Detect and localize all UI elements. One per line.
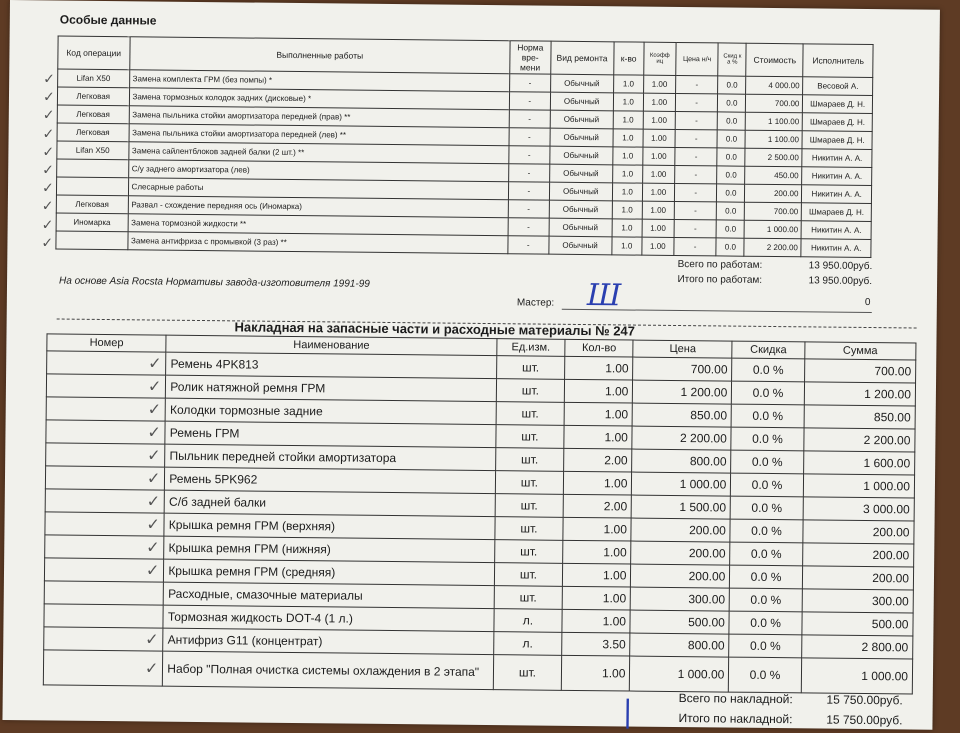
work-discount: 0.0 — [718, 76, 746, 94]
part-name: Ремень ГРМ — [165, 421, 496, 447]
checkmark-icon: ✓ — [146, 539, 160, 557]
work-name: С/у заднего амортизатора (лев) — [128, 160, 509, 182]
work-qty: 1.0 — [613, 129, 643, 147]
works-header-work: Выполненные работы — [129, 37, 510, 74]
part-name: Ремень 4PK813 — [166, 352, 497, 378]
work-executor: Никитин А. А. — [802, 185, 872, 204]
master-label: Мастер: — [516, 297, 555, 309]
part-unit: шт. — [495, 517, 564, 541]
part-sum: 200.00 — [802, 543, 913, 567]
document-page — [2, 0, 939, 730]
works-header-code: Код операции — [58, 36, 130, 70]
work-type: Обычный — [550, 110, 613, 129]
works-header-price: Цена н/ч — [676, 42, 719, 75]
work-executor: Шмараев Д. Н. — [802, 131, 872, 150]
parts-total-label: Всего по накладной: — [678, 691, 793, 707]
checkmark-icon: ✓ — [41, 197, 54, 214]
parts-header-name: Наименование — [166, 335, 497, 355]
work-norm: - — [509, 164, 550, 182]
parts-header-sum: Сумма — [805, 342, 916, 360]
work-type: Обычный — [549, 182, 612, 201]
work-qty: 1.0 — [612, 165, 642, 183]
work-norm: - — [508, 236, 549, 254]
part-price: 200.00 — [631, 541, 730, 565]
invoice-title: Накладная на запасные части и расходные материалы № 247 — [234, 319, 636, 339]
work-executor: Весовой А. — [803, 77, 873, 96]
work-code: Легковая — [56, 195, 128, 214]
work-code — [56, 177, 128, 196]
work-cost: 700.00 — [745, 202, 802, 221]
work-norm: - — [509, 128, 550, 146]
part-price: 850.00 — [633, 403, 732, 427]
work-cost: 1 100.00 — [746, 112, 803, 131]
work-cost: 1 000.00 — [744, 220, 801, 239]
work-price: - — [675, 129, 718, 147]
part-qty: 2.00 — [563, 494, 632, 518]
part-number — [45, 512, 165, 536]
work-discount: 0.0 — [717, 184, 745, 202]
part-discount: 0.0 % — [732, 381, 805, 405]
work-executor: Никитин А. А. — [801, 239, 871, 258]
part-price: 2 200.00 — [632, 426, 731, 450]
work-price: - — [675, 147, 718, 165]
part-number — [44, 581, 164, 605]
checkmark-icon: ✓ — [42, 143, 55, 160]
part-unit: л. — [493, 632, 562, 656]
work-name: Слесарные работы — [128, 178, 509, 200]
part-number — [46, 397, 166, 421]
work-coef: 1.00 — [642, 183, 674, 201]
work-code: Легковая — [57, 123, 129, 142]
invoice-signature: | — [622, 694, 633, 730]
part-qty: 1.00 — [563, 540, 632, 564]
section-title: Особые данные — [59, 12, 157, 28]
part-number — [44, 558, 164, 582]
part-price: 1 000.00 — [630, 656, 729, 692]
part-unit: л. — [494, 609, 563, 633]
part-unit: шт. — [495, 448, 564, 472]
checkmark-icon: ✓ — [41, 234, 54, 251]
part-name: Антифриз G11 (концентрат) — [163, 628, 494, 654]
part-qty: 3.50 — [562, 632, 631, 656]
work-name: Замена пыльника стойки амортизатора передней (прав) ** — [129, 106, 510, 128]
part-name: Тормозная жидкость DOT-4 (1 л.) — [163, 605, 494, 631]
part-number — [47, 351, 167, 375]
work-cost: 2 200.00 — [744, 238, 801, 257]
work-code: Lifan X50 — [58, 69, 130, 88]
work-norm: - — [510, 74, 551, 92]
parts-total-value: 15 750.00руб. — [826, 692, 903, 708]
checkmark-icon: ✓ — [147, 378, 162, 396]
work-price: - — [674, 219, 717, 237]
work-coef: 1.00 — [643, 147, 675, 165]
part-discount: 0.0 % — [730, 565, 803, 589]
work-coef: 1.00 — [643, 129, 675, 147]
works-header-executor: Исполнитель — [803, 44, 873, 78]
work-name: Замена комплекта ГРМ (без помпы) * — [129, 70, 510, 92]
works-header-type: Вид ремонта — [550, 41, 614, 75]
works-header-norm: Норма вре-мени — [510, 41, 551, 74]
work-executor: Шмараев Д. Н. — [803, 113, 873, 132]
part-sum: 1 000.00 — [803, 474, 914, 498]
work-discount: 0.0 — [717, 166, 745, 184]
part-unit: шт. — [495, 494, 564, 518]
part-price: 1 200.00 — [633, 380, 732, 404]
part-discount: 0.0 % — [729, 611, 802, 635]
work-qty: 1.0 — [613, 147, 643, 165]
checkmark-icon: ✓ — [42, 88, 55, 105]
work-cost: 450.00 — [745, 166, 802, 185]
work-type: Обычный — [548, 236, 611, 255]
checkmark-icon: ✓ — [41, 179, 54, 196]
work-norm: - — [508, 182, 549, 200]
work-name: Замена сайлентблоков задней балки (2 шт.) ** — [128, 142, 509, 164]
checkmark-icon: ✓ — [144, 660, 159, 678]
parts-header-qty: Кол-во — [565, 339, 634, 357]
part-unit: шт. — [494, 540, 563, 564]
checkmark-icon: ✓ — [148, 355, 162, 373]
part-sum: 200.00 — [802, 566, 913, 590]
part-number — [44, 604, 164, 628]
work-price: - — [674, 201, 717, 219]
part-number — [45, 489, 165, 513]
part-discount: 0.0 % — [729, 634, 802, 658]
part-sum: 1 000.00 — [801, 658, 913, 694]
works-sum-label: Итого по работам: — [677, 274, 763, 286]
part-number — [46, 420, 166, 444]
work-coef: 1.00 — [643, 75, 675, 93]
work-norm: - — [509, 146, 550, 164]
parts-totals — [652, 688, 902, 731]
work-executor: Шмараев Д. Н. — [803, 95, 873, 114]
part-sum: 1 200.00 — [804, 382, 915, 406]
parts-header-discount: Скидка — [732, 341, 805, 359]
part-price: 300.00 — [631, 587, 730, 611]
part-name: Пыльник передней стойки амортизатора — [165, 444, 496, 470]
part-discount: 0.0 % — [732, 358, 805, 382]
parts-sum-value: 15 750.00руб. — [826, 712, 903, 728]
works-header-coef: Коэфф иц — [644, 42, 676, 75]
checkmark-icon: ✓ — [147, 447, 161, 465]
checkmark-icon: ✓ — [145, 631, 159, 649]
work-executor: Никитин А. А. — [802, 167, 872, 186]
work-norm: - — [509, 92, 550, 110]
work-cost: 4 000.00 — [746, 76, 803, 95]
part-unit: шт. — [494, 586, 563, 610]
work-code — [57, 159, 129, 178]
part-price: 1 500.00 — [632, 495, 731, 519]
work-code: Иномарка — [56, 213, 128, 232]
part-discount: 0.0 % — [731, 427, 804, 451]
work-cost: 2 500.00 — [745, 148, 802, 167]
work-qty: 1.0 — [613, 93, 643, 111]
checkmark-icon: ✓ — [146, 470, 161, 488]
work-type: Обычный — [549, 218, 612, 237]
work-executor: Никитин А. А. — [802, 149, 872, 168]
part-sum: 300.00 — [802, 589, 913, 613]
works-total-label: Всего по работам: — [677, 259, 763, 271]
part-number — [45, 466, 165, 490]
work-price: - — [675, 111, 718, 129]
work-type: Обычный — [549, 164, 612, 183]
works-header-qty: к-во — [613, 42, 643, 75]
part-discount: 0.0 % — [729, 657, 802, 693]
part-name: Крышка ремня ГРМ (средняя) — [164, 559, 495, 585]
part-qty: 1.00 — [564, 379, 633, 403]
work-coef: 1.00 — [642, 219, 674, 237]
work-coef: 1.00 — [642, 165, 674, 183]
part-sum: 2 800.00 — [801, 635, 912, 659]
part-discount: 0.0 % — [730, 496, 803, 520]
work-discount: 0.0 — [716, 238, 744, 256]
part-qty: 1.00 — [565, 356, 634, 380]
work-qty: 1.0 — [613, 111, 643, 129]
part-qty: 1.00 — [564, 402, 633, 426]
part-discount: 0.0 % — [731, 473, 804, 497]
parts-header-price: Цена — [633, 340, 732, 358]
work-norm: - — [508, 218, 549, 236]
work-norm: - — [509, 110, 550, 128]
part-sum: 200.00 — [803, 520, 914, 544]
part-discount: 0.0 % — [730, 542, 803, 566]
part-name: С/б задней балки — [164, 490, 495, 516]
parts-table — [43, 333, 917, 694]
work-executor: Никитин А. А. — [801, 221, 871, 240]
part-price: 800.00 — [630, 633, 729, 657]
checkmark-icon: ✓ — [145, 562, 160, 580]
work-norm: - — [508, 200, 549, 218]
part-name: Колодки тормозные задние — [165, 398, 496, 424]
work-coef: 1.00 — [642, 237, 674, 255]
work-coef: 1.00 — [642, 201, 674, 219]
work-price: - — [674, 237, 717, 255]
work-qty: 1.0 — [612, 201, 642, 219]
checkmark-icon: ✓ — [42, 124, 55, 142]
part-number — [46, 374, 166, 398]
work-price: - — [676, 75, 719, 93]
part-unit: шт. — [493, 655, 562, 691]
work-price: - — [675, 93, 718, 111]
checkmark-icon: ✓ — [43, 70, 55, 87]
work-qty: 1.0 — [612, 183, 642, 201]
part-unit: шт. — [494, 563, 563, 587]
basis-text: На основе Asia Rocsta Нормативы завода-изготовителя 1991-99 — [59, 275, 370, 290]
part-sum: 3 000.00 — [803, 497, 914, 521]
part-sum: 1 600.00 — [803, 451, 914, 475]
work-coef: 1.00 — [643, 93, 675, 111]
part-price: 1 000.00 — [632, 472, 731, 496]
works-totals — [612, 256, 872, 289]
part-qty: 2.00 — [564, 448, 633, 472]
work-discount: 0.0 — [717, 130, 745, 148]
part-price: 500.00 — [630, 610, 729, 634]
work-name: Замена пыльника стойки амортизатора передней (лев) ** — [129, 124, 510, 146]
checkmark-icon: ✓ — [147, 424, 161, 442]
checkmark-icon: ✓ — [42, 106, 55, 123]
part-name: Ремень 5PK962 — [165, 467, 496, 493]
part-qty: 1.00 — [561, 655, 630, 691]
part-price: 200.00 — [631, 518, 730, 542]
work-discount: 0.0 — [717, 220, 745, 238]
part-number — [44, 627, 164, 651]
part-name: Ролик натяжной ремня ГРМ — [166, 375, 497, 401]
work-discount: 0.0 — [718, 94, 746, 112]
work-price: - — [674, 183, 717, 201]
parts-header-number: Номер — [47, 334, 166, 352]
part-qty: 1.00 — [562, 586, 631, 610]
work-name: Замена тормозной жидкости ** — [128, 214, 509, 236]
part-sum: 500.00 — [802, 612, 913, 636]
checkmark-icon: ✓ — [42, 161, 55, 178]
works-header-cost: Стоимость — [746, 43, 803, 77]
part-unit: шт. — [496, 356, 565, 380]
work-code — [56, 231, 128, 250]
works-table — [55, 36, 873, 259]
works-sum-value: 13 950.00руб. — [808, 275, 873, 288]
checkmark-icon: ✓ — [146, 516, 160, 534]
part-unit: шт. — [496, 379, 565, 403]
work-type: Обычный — [550, 92, 613, 111]
part-qty: 1.00 — [562, 563, 631, 587]
work-qty: 1.0 — [612, 237, 642, 255]
work-cost: 200.00 — [745, 184, 802, 203]
part-qty: 1.00 — [564, 425, 633, 449]
work-type: Обычный — [549, 128, 612, 147]
work-cost: 1 100.00 — [745, 130, 802, 149]
part-qty: 1.00 — [563, 517, 632, 541]
work-type: Обычный — [550, 74, 613, 93]
part-discount: 0.0 % — [731, 450, 804, 474]
parts-header-unit: Ед.изм. — [497, 339, 566, 357]
part-number — [46, 443, 166, 467]
part-price: 200.00 — [631, 564, 730, 588]
part-discount: 0.0 % — [731, 404, 804, 428]
work-executor: Шмараев Д. Н. — [802, 203, 872, 222]
work-qty: 1.0 — [613, 75, 643, 93]
part-price: 700.00 — [633, 357, 732, 381]
work-type: Обычный — [549, 146, 612, 165]
part-unit: шт. — [496, 402, 565, 426]
part-discount: 0.0 % — [730, 519, 803, 543]
works-total-value: 13 950.00руб. — [808, 260, 873, 273]
parts-sum-label: Итого по накладной: — [678, 711, 793, 727]
part-price: 800.00 — [632, 449, 731, 473]
work-code: Lifan X50 — [57, 141, 129, 160]
part-number — [45, 535, 165, 559]
master-value: 0 — [864, 296, 871, 309]
work-price: - — [675, 165, 718, 183]
part-name: Набор "Полная очистка системы охлаждения в 2 этапа" — [163, 651, 494, 689]
part-name: Расходные, смазочные материалы — [163, 582, 494, 608]
work-coef: 1.00 — [643, 111, 675, 129]
part-unit: шт. — [496, 425, 565, 449]
part-number — [43, 650, 163, 686]
checkmark-icon: ✓ — [147, 401, 162, 419]
part-unit: шт. — [495, 471, 564, 495]
works-header-discount: Скид к а % — [718, 43, 746, 76]
checkmark-icon: ✓ — [41, 215, 54, 233]
master-signature: Ш — [586, 278, 622, 314]
work-discount: 0.0 — [717, 148, 745, 166]
work-name: Замена тормозных колодок задних (дисковые) * — [129, 88, 510, 110]
work-name: Замена антифриза с промывкой (3 раз) ** — [127, 232, 508, 254]
part-name: Крышка ремня ГРМ (верхняя) — [164, 513, 495, 539]
work-type: Обычный — [549, 200, 612, 219]
work-name: Развал - схождение передняя ось (Иномарка) — [128, 196, 509, 218]
part-discount: 0.0 % — [729, 588, 802, 612]
work-discount: 0.0 — [718, 112, 746, 130]
work-code: Легковая — [57, 87, 129, 106]
work-cost: 700.00 — [746, 94, 803, 113]
part-sum: 2 200.00 — [804, 428, 915, 452]
part-qty: 1.00 — [563, 471, 632, 495]
checkmark-icon: ✓ — [146, 493, 161, 511]
work-code: Легковая — [57, 105, 129, 124]
part-qty: 1.00 — [562, 609, 631, 633]
part-sum: 850.00 — [804, 405, 915, 429]
work-qty: 1.0 — [612, 219, 642, 237]
work-discount: 0.0 — [717, 202, 745, 220]
part-sum: 700.00 — [804, 359, 915, 383]
part-name: Крышка ремня ГРМ (нижняя) — [164, 536, 495, 562]
